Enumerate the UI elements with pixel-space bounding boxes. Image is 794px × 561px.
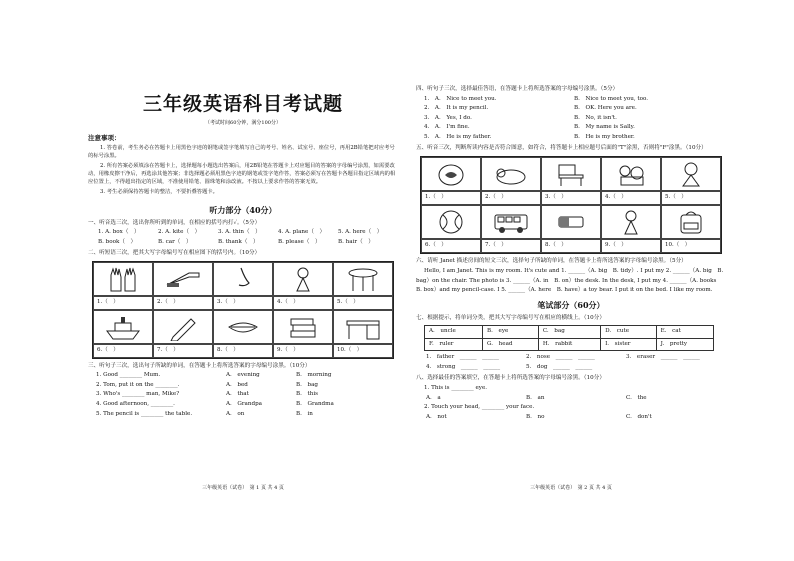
question-text: 4. Good afternoon, ________.	[96, 400, 175, 407]
option-a: 3. A. Yes, I do.	[424, 114, 472, 121]
knife-picture	[153, 262, 213, 296]
question-row	[424, 134, 726, 142]
option: B. book（ ）	[98, 238, 137, 245]
option-b: B. in	[296, 410, 313, 417]
question-row	[424, 115, 726, 123]
label-3: 3.（ ）	[213, 296, 273, 310]
desk-picture	[333, 310, 393, 344]
word-cell: H. rabbit	[538, 338, 600, 351]
written-heading: 笔试部分（60分）	[537, 299, 605, 310]
label-2: 2.（ ）	[153, 296, 213, 310]
boy-picture	[661, 157, 721, 191]
label-1: 1.（ ）	[93, 296, 153, 310]
option: 5. A. here（ ）	[338, 229, 383, 236]
label-5: 5.（ ）	[661, 191, 721, 205]
option: B. no	[526, 413, 545, 420]
option-a: 1. A. Nice to meet you.	[424, 95, 497, 102]
question-text: 1. Good ________ Mum.	[96, 372, 161, 379]
option-a: A. Grandpa	[226, 400, 262, 407]
label-6: 6.（ ）	[93, 344, 153, 358]
pencil-picture	[153, 310, 213, 344]
option: B. an	[526, 394, 545, 401]
question-row	[96, 382, 398, 390]
fish-bowl-picture	[421, 157, 481, 191]
section-7-title: 七、根据提示，将单词分类，把其大写字母编号写在相应的横线上。（10分）	[416, 314, 605, 321]
category-item: 2. nose ______ ______	[526, 354, 595, 361]
question-row	[96, 372, 398, 380]
label-3: 3.（ ）	[541, 191, 601, 205]
section-4-title: 四、听句子三次，选择最佳答语，在答题卡上将所选答案的字母编号涂黑。（5分）	[416, 86, 619, 92]
question-row	[424, 105, 726, 113]
option-a: A. evening	[226, 372, 260, 379]
exam-subtitle: （考试时间60分钟，满分100分）	[205, 119, 281, 126]
section-1-title: 一、听音选三次，选出你所听到的单词，在相应的括号内打✓。（5分）	[88, 219, 261, 226]
page-footer: 三年级英语（试卷） 第 1 页 共 4 页	[202, 485, 284, 492]
notice-1: 1. 答卷前，考生务必在答题卡上用黑色字迹的钢笔或签字笔填写自己的考号、姓名、试室号、座位号，再用2B铅笔把对应考号的标号涂黑。	[88, 145, 395, 160]
question-text: 2. Touch your head, ________ your face.	[424, 404, 535, 411]
option-b: B. No, it isn't.	[574, 114, 617, 121]
option: 2. A. kite（ ）	[158, 229, 201, 236]
label-4: 4.（ ）	[601, 191, 661, 205]
question-row	[96, 401, 398, 409]
option: B. thank（ ）	[218, 238, 259, 245]
option-b: B. morning	[296, 372, 332, 379]
word-cell: G. head	[483, 338, 539, 351]
schoolbag-picture	[661, 205, 721, 239]
category-item: 5. dog ______ ______	[526, 363, 593, 370]
option-a: A. that	[226, 391, 249, 398]
option-a: 5. A. He is my father.	[424, 133, 492, 140]
option-b: B. My name is Sally.	[574, 124, 635, 131]
section-3-title: 三、听句子三次，选出句子所缺的单词，在答题卡上将所选答案的字母编号涂黑。（10分）	[88, 362, 311, 369]
exam-page-right	[416, 82, 726, 492]
word-cell: D. cute	[601, 326, 657, 339]
ship-picture	[93, 310, 153, 344]
notice-2: 2. 所有答案必须填涂在答题卡上，选择题每小题选出答案后，用2B铅笔在答题卡上对应题目的答案的字母编号涂黑，如需要改动，用橡皮擦干净后，再选涂其他答案；非选择题必须用黑色字迹的钢笔或签字笔作答，答案必须写在答题卡各题目指定区域内的相应位置上，不得超出指定的区域，不准使用铅笔、圆珠笔和涂改液。不按以上要求作答的答案无效。	[88, 163, 396, 185]
option-b: B. this	[296, 391, 318, 398]
category-row	[426, 364, 726, 372]
question-text: 1. This is ________ eye.	[424, 384, 488, 391]
picture-grid-2	[420, 156, 722, 254]
section-6-title: 六、请听 Janet 描述房间的短文三次，选择句子所缺的单词，在答题卡上将所选答案的字母编号涂黑。（5分）	[416, 257, 687, 264]
section-8-title: 八、选择最佳的答案填空，在答题卡上将所选答案的字母编号涂黑。（10分）	[416, 375, 605, 382]
option: B. hair（ ）	[338, 238, 374, 245]
category-item: 1. father ______ ______	[426, 354, 499, 361]
option: A. a	[426, 394, 441, 401]
question-text: 3. Who's ________ man, Mike?	[96, 391, 180, 398]
question-row	[424, 96, 726, 104]
section-1-row-a	[98, 229, 398, 237]
category-item: 3. eraser ______ ______	[626, 354, 700, 361]
toys-picture	[601, 157, 661, 191]
label-10: 10.（ ）	[333, 344, 393, 358]
option: C. the	[626, 394, 647, 401]
label-5: 5.（ ）	[333, 296, 393, 310]
boat-picture	[213, 310, 273, 344]
label-7: 7.（ ）	[481, 239, 541, 253]
word-cell: F. ruler	[425, 338, 483, 351]
label-6: 6.（ ）	[421, 239, 481, 253]
label-2: 2.（ ）	[481, 191, 541, 205]
books-picture	[273, 310, 333, 344]
bus-picture	[481, 205, 541, 239]
label-9: 9.（ ）	[601, 239, 661, 253]
word-cell: J. pretty	[656, 338, 713, 351]
option-a: 2. A. It is my pencil.	[424, 105, 489, 112]
label-8: 8.（ ）	[541, 239, 601, 253]
question-row	[96, 411, 398, 419]
question-text: 5. The pencil is ________ the table.	[96, 410, 193, 417]
word-cell: A. uncle	[425, 326, 483, 339]
option-a: A. bed	[226, 381, 248, 388]
page-footer: 三年级英语（试卷） 第 2 页 共 4 页	[530, 485, 612, 492]
ball-picture	[421, 205, 481, 239]
option-b: B. OK. Here you are.	[574, 105, 637, 112]
question-row	[96, 391, 398, 399]
option-b: B. He is my brother.	[574, 133, 635, 140]
options-row	[426, 414, 726, 422]
eraser-picture	[541, 205, 601, 239]
option: B. please（ ）	[278, 238, 321, 245]
label-8: 8.（ ）	[213, 344, 273, 358]
category-item: 4. strong ______ ______	[426, 363, 501, 370]
listening-heading: 听力部分（40分）	[209, 204, 277, 215]
option: 3. A. thin（ ）	[218, 229, 261, 236]
label-9: 9.（ ）	[273, 344, 333, 358]
girl-picture	[601, 205, 661, 239]
notice-heading: 注意事项：	[88, 134, 121, 143]
section-5-title: 五、听音三次，判断所读内容是否符合图意，如符合，将答题卡上相应题号后面的"T"涂黑，否则将"F"涂黑。（10分）	[416, 145, 707, 152]
hands-picture	[93, 262, 153, 296]
option-a: A. on	[226, 410, 245, 417]
table-picture	[333, 262, 393, 296]
option-b: B. bag	[296, 381, 318, 388]
section-2-title: 二、听短语三次，把其大写字母编号写在相应图下的括号内。（10分）	[88, 250, 261, 257]
picture-grid-1	[92, 261, 394, 359]
label-10: 10.（ ）	[661, 239, 721, 253]
word-cell: B. eye	[483, 326, 539, 339]
option-b: B. Nice to meet you, too.	[574, 95, 649, 102]
passage-text: Hello, I am Janet. This is my room. It's cute and 1. ______（A. big B. tidy）. I put my 2. ______（A. big B. bag）on the chair. The photo is 3. ______（A. in B. on）the desk. In the desk, I put my 4. ______（A. books B. box）and my pencil-case. I 5. ______（A. here B. have）a toy bear. I put it on the bed. I like my room.	[416, 268, 724, 294]
word-cell: E. cat	[656, 326, 713, 339]
question-row	[424, 124, 726, 132]
category-row	[426, 354, 726, 362]
options-row	[426, 395, 726, 403]
word-cell: C. bag	[538, 326, 600, 339]
notice-3: 3. 考生必须保持答题卡的整洁，不要折叠答题卡。	[100, 188, 218, 195]
cat-picture	[481, 157, 541, 191]
girl-picture	[273, 262, 333, 296]
question-text: 2. Tom, put it on the ________.	[96, 381, 180, 388]
word-cell: I. sister	[601, 338, 657, 351]
option-b: B. Grandma	[296, 400, 334, 407]
option: A. not	[426, 413, 447, 420]
exam-title: 三年级英语科目考试题	[142, 93, 343, 115]
option: 4. A. plane（ ）	[278, 229, 326, 236]
section-1-row-b	[98, 239, 398, 247]
option-a: 4. A. I'm fine.	[424, 124, 470, 131]
label-7: 7.（ ）	[153, 344, 213, 358]
option: 1. A. box（ ）	[98, 229, 140, 236]
label-1: 1.（ ）	[421, 191, 481, 205]
option: C. don't	[626, 413, 652, 420]
exam-page-left	[88, 82, 398, 492]
word-table	[424, 325, 714, 351]
option: B. car（ ）	[158, 238, 192, 245]
nose-picture	[213, 262, 273, 296]
chair-picture	[541, 157, 601, 191]
label-4: 4.（ ）	[273, 296, 333, 310]
